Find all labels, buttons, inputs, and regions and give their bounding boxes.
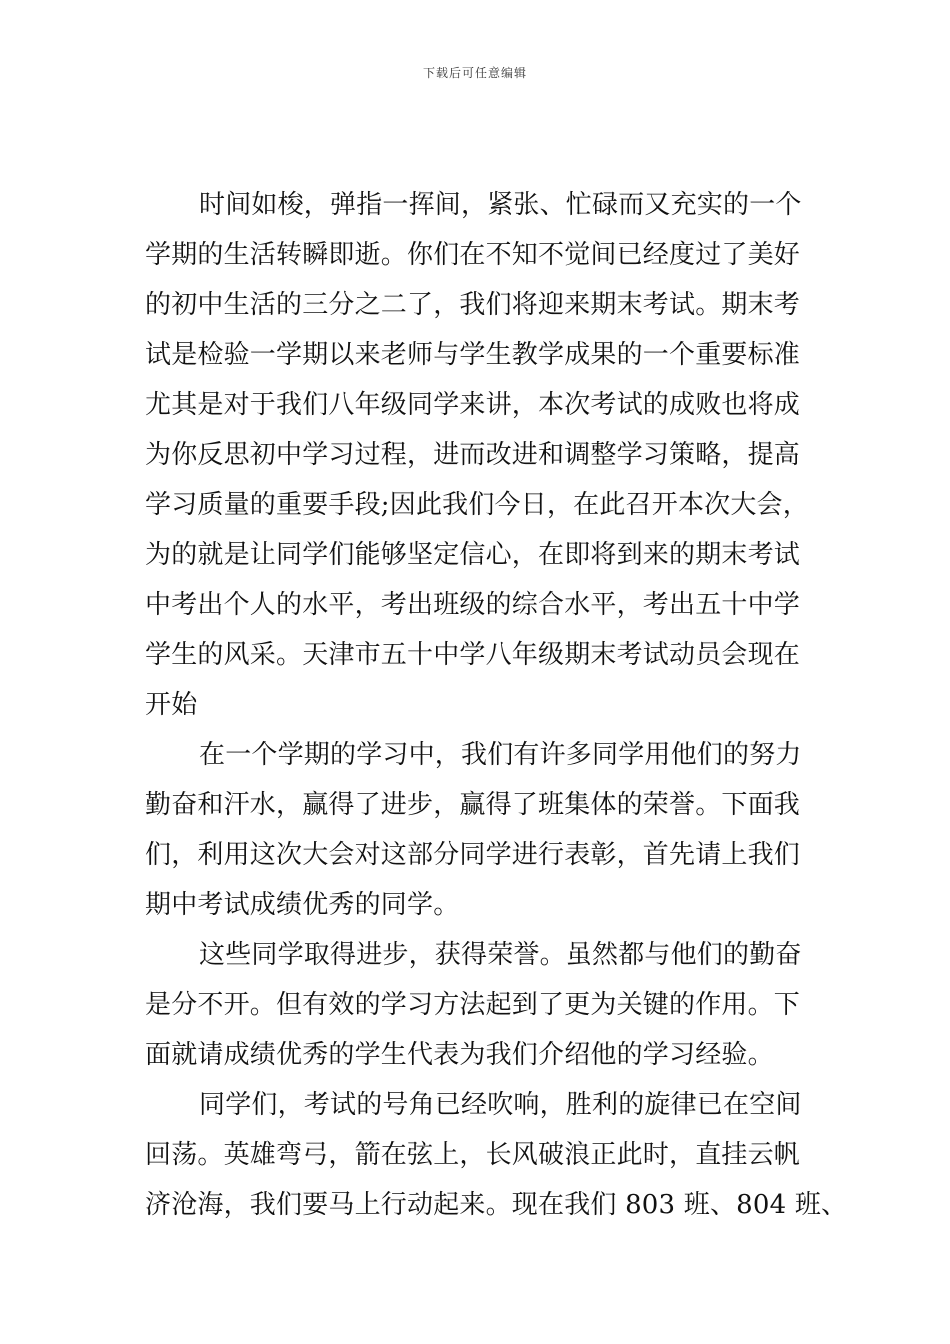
paragraph-line: 时间如梭，弹指一挥间，紧张、忙碌而又充实的一个	[199, 190, 802, 220]
paragraph-line: 勤奋和汗水，赢得了进步，赢得了班集体的荣誉。下面我	[145, 790, 801, 820]
paragraph-line: 学生的风采。天津市五十中学八年级期末考试动员会现在	[145, 640, 801, 670]
paragraph-opening	[145, 180, 810, 730]
paragraph-line: 为的就是让同学们能够坚定信心，在即将到来的期末考试	[145, 540, 801, 570]
paragraph-line: 在一个学期的学习中，我们有许多同学用他们的努力	[199, 740, 802, 770]
paragraph-line: 尤其是对于我们八年级同学来讲，本次考试的成败也将成	[145, 390, 801, 420]
paragraph-line: 济沧海，我们要马上行动起来。现在我们 803 班、804 班、	[145, 1190, 848, 1220]
paragraph-line: 们，利用这次大会对这部分同学进行表彰，首先请上我们	[145, 840, 801, 870]
paragraph-line: 学习质量的重要手段;因此我们今日，在此召开本次大会，	[145, 490, 809, 520]
paragraph-line: 面就请成绩优秀的学生代表为我们介绍他的学习经验。	[145, 1040, 774, 1070]
paragraph-line: 回荡。英雄弯弓，箭在弦上，长风破浪正此时，直挂云帆	[145, 1140, 801, 1170]
paragraph-line: 中考出个人的水平，考出班级的综合水平，考出五十中学	[145, 590, 801, 620]
paragraph-line: 试是检验一学期以来老师与学生教学成果的一个重要标准	[145, 340, 801, 370]
paragraph-call-to-action	[145, 1080, 848, 1230]
paragraph-line: 同学们，考试的号角已经吹响，胜利的旋律已在空间	[199, 1090, 802, 1120]
paragraph-line: 期中考试成绩优秀的同学。	[145, 890, 460, 920]
paragraph-line: 的初中生活的三分之二了，我们将迎来期末考试。期末考	[145, 290, 801, 320]
paragraph-line: 是分不开。但有效的学习方法起到了更为关键的作用。下	[145, 990, 801, 1020]
document-body	[145, 180, 848, 1230]
paragraph-line: 学期的生活转瞬即逝。你们在不知不觉间已经度过了美好	[145, 240, 801, 270]
paragraph-line: 开始	[145, 690, 198, 720]
paragraph-line: 这些同学取得进步，获得荣誉。虽然都与他们的勤奋	[199, 940, 802, 970]
paragraph-commendation	[145, 730, 810, 930]
paragraph-line: 为你反思初中学习过程，进而改进和调整学习策略，提高	[145, 440, 801, 470]
paragraph-experience	[145, 930, 810, 1080]
page-header: 下载后可任意编辑	[422, 66, 527, 80]
